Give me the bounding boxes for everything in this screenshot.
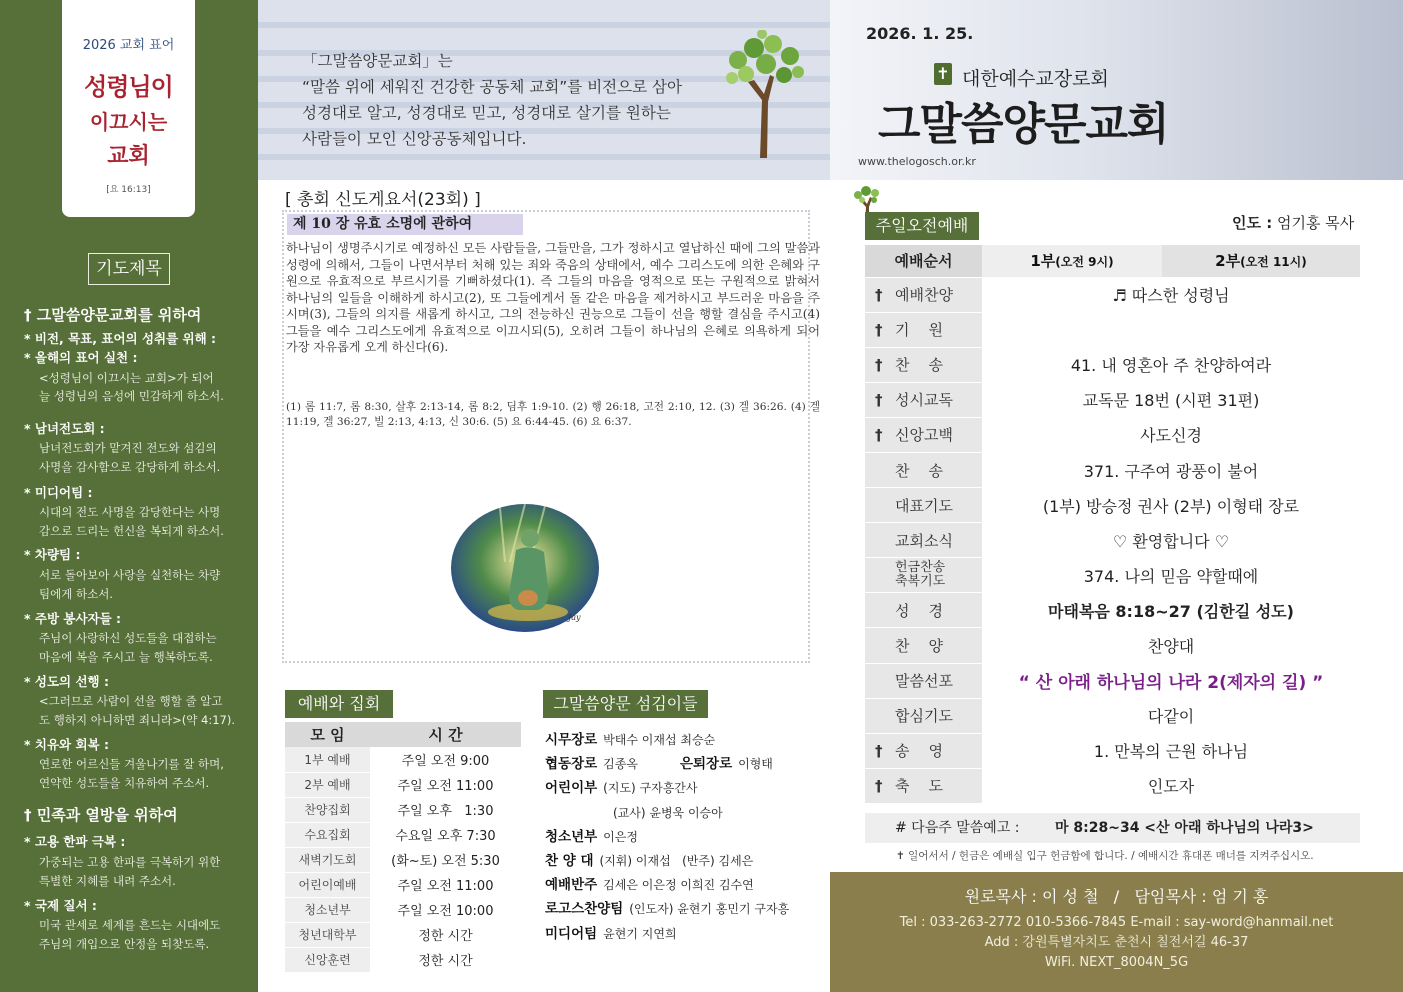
prayer-item-text: 특별한 지혜를 내려 주소서. bbox=[39, 874, 176, 888]
order-content: 371. 구주여 광풍이 불어 bbox=[982, 452, 1360, 487]
table-row bbox=[285, 772, 521, 797]
meeting-time: 주일 오전 9:00 bbox=[370, 747, 521, 772]
meeting-name: 찬양집회 bbox=[285, 797, 370, 822]
order-item bbox=[865, 698, 982, 733]
vision-statement bbox=[302, 48, 682, 152]
order-item bbox=[865, 733, 982, 768]
servant-role: 예배반주 bbox=[545, 877, 598, 894]
first-service-time: (오전 9시) bbox=[1055, 255, 1114, 270]
order-item bbox=[865, 593, 982, 628]
cross-icon: † bbox=[875, 286, 883, 305]
worship-label: 주일오전예배 bbox=[865, 212, 979, 240]
prayer-item-text: 미국 관세로 세계를 흔드는 시대에도 bbox=[39, 918, 221, 932]
motto-year: 2026 교회 표어 bbox=[82, 38, 175, 53]
order-content: 교독문 18번 (시편 31편) bbox=[982, 382, 1360, 417]
table-row bbox=[865, 628, 1360, 663]
meeting-time: 정한 시간 bbox=[370, 922, 521, 947]
prayer-item-text: 팀에게 하소서. bbox=[39, 587, 113, 601]
motto-line: 이끄시는 bbox=[89, 110, 168, 134]
servant-names: 김종옥 bbox=[603, 757, 638, 772]
motto-card bbox=[62, 0, 195, 217]
table-row bbox=[285, 822, 521, 847]
column-header-second-service bbox=[1162, 245, 1360, 277]
confession-chapter: 제 10 장 유효 소명에 관하여 bbox=[287, 214, 523, 235]
meeting-name: 어린이예배 bbox=[285, 872, 370, 897]
meeting-time: 주일 오전 10:00 bbox=[370, 897, 521, 922]
next-week-preview bbox=[865, 813, 1360, 843]
church-website-link[interactable]: www.thelogosch.or.kr bbox=[858, 155, 976, 168]
order-item-label: 성시교독 bbox=[895, 391, 953, 410]
leader-label: 인도 : bbox=[1232, 214, 1273, 232]
table-header-row bbox=[865, 245, 1360, 277]
footer bbox=[830, 872, 1403, 992]
servant-role: 은퇴장로 bbox=[679, 756, 733, 773]
table-row bbox=[865, 733, 1360, 768]
order-content: ♡ 환영합니다 ♡ bbox=[982, 523, 1360, 558]
table-row bbox=[865, 593, 1360, 628]
order-item-label: 찬 양 bbox=[895, 636, 944, 655]
praying-man-illustration bbox=[450, 502, 600, 634]
order-content: 마태복음 8:18~27 (김한길 성도) bbox=[982, 593, 1360, 628]
order-content bbox=[982, 312, 1360, 347]
order-item bbox=[865, 558, 982, 593]
column-header-first-service bbox=[982, 245, 1162, 277]
prayer-item-text: 시대의 전도 사명을 감당한다는 사명 bbox=[39, 505, 221, 519]
denomination: 대한예수교장로회 bbox=[962, 68, 1109, 90]
prayer-item-title: * 국제 질서 : bbox=[24, 898, 97, 913]
pastors: 원로목사 : 이 성 철 / 담임목사 : 엄 기 홍 bbox=[964, 887, 1269, 906]
cross-logo-icon: ✝ bbox=[934, 63, 952, 85]
meeting-name: 수요집회 bbox=[285, 822, 370, 847]
contact-info: Tel : 033-263-2772 010-5366-7845 E-mail : say-word@hanmail.net bbox=[899, 915, 1334, 930]
table-row bbox=[865, 452, 1360, 487]
table-row bbox=[865, 558, 1360, 593]
order-item-label: 교회소식 bbox=[895, 531, 953, 550]
column-header: 시 간 bbox=[370, 722, 521, 747]
first-service-label: 1부 bbox=[1030, 252, 1056, 271]
prayer-item-title: * 성도의 선행 : bbox=[24, 674, 109, 689]
prayer-item-title: * 주방 봉사자들 : bbox=[24, 611, 122, 626]
column-header: 예배순서 bbox=[865, 245, 982, 277]
worship-notice: ✝ 일어서서 / 헌금은 예배실 입구 헌금함에 합니다. / 예배시간 휴대폰 매너를 지켜주십시오. bbox=[896, 850, 1314, 862]
prayer-item-text: 늘 성령님의 음성에 민감하게 하소서. bbox=[39, 389, 224, 403]
prayer-item-text: <성령님이 이끄시는 교회>가 되어 bbox=[39, 371, 214, 385]
meeting-name: 새벽기도회 bbox=[285, 847, 370, 872]
prayer-item-title: * 미디어팀 : bbox=[24, 485, 93, 500]
column-header: 모 임 bbox=[285, 722, 370, 747]
meeting-time: 정한 시간 bbox=[370, 947, 521, 972]
order-item bbox=[865, 312, 982, 347]
servant-names: 이형태 bbox=[738, 757, 773, 772]
table-header-row bbox=[285, 722, 521, 747]
cross-icon: † bbox=[875, 426, 883, 445]
order-content: 다같이 bbox=[982, 698, 1360, 733]
order-item bbox=[865, 452, 982, 487]
table-row bbox=[865, 417, 1360, 452]
vision-line: 사람들이 모인 신앙공동체입니다. bbox=[302, 130, 527, 148]
order-content: 41. 내 영혼아 주 찬양하여라 bbox=[982, 347, 1360, 382]
table-row bbox=[865, 312, 1360, 347]
table-row bbox=[865, 277, 1360, 312]
prayer-item-text: 주님이 사랑하신 성도들을 대접하는 bbox=[39, 631, 217, 645]
order-item bbox=[865, 488, 982, 523]
meeting-name: 1부 예배 bbox=[285, 747, 370, 772]
order-item bbox=[865, 277, 982, 312]
servant-row bbox=[545, 922, 825, 946]
servant-names: (지도) 구자흥간사 bbox=[603, 781, 698, 796]
prayer-item-text: 주님의 개입으로 안정을 되찾도록. bbox=[39, 937, 210, 951]
motto-line: 성령님이 bbox=[84, 73, 173, 101]
order-item bbox=[865, 382, 982, 417]
prayer-section-heading: † 민족과 열방을 위하여 bbox=[24, 806, 178, 824]
prayer-item-text: <그러므로 사람이 선을 행할 줄 알고 bbox=[39, 694, 223, 708]
servant-names: (교사) 윤병욱 이승아 bbox=[613, 805, 723, 820]
order-item-label: 찬 송 bbox=[895, 461, 944, 480]
banner-stripe bbox=[258, 22, 830, 28]
servant-role: 로고스찬양팀 bbox=[545, 901, 624, 918]
church-address: Add : 강원특별자치도 춘천시 칠전서길 46-37 bbox=[984, 935, 1249, 950]
order-item bbox=[865, 347, 982, 382]
meeting-name: 신앙훈련 bbox=[285, 947, 370, 972]
order-item bbox=[865, 663, 982, 698]
prayer-item-text: 남녀전도회가 맡겨진 전도와 섬김의 bbox=[39, 441, 217, 455]
order-item-label: 합심기도 bbox=[895, 707, 953, 726]
order-content: 사도신경 bbox=[982, 417, 1360, 452]
order-content: 인도자 bbox=[982, 768, 1360, 803]
order-content: 찬양대 bbox=[982, 628, 1360, 663]
order-item-label: 축 도 bbox=[895, 777, 944, 796]
next-week-label: # 다음주 말씀예고 : bbox=[895, 820, 1020, 836]
prayer-item-title: * 고용 한파 극복 : bbox=[24, 834, 126, 849]
servant-row bbox=[545, 728, 825, 752]
table-row bbox=[865, 347, 1360, 382]
servants-list bbox=[545, 728, 825, 946]
church-name: 그말씀양문교회 bbox=[878, 99, 1169, 150]
order-item-label: 말씀선포 bbox=[895, 672, 953, 691]
bulletin-date: 2026. 1. 25. bbox=[866, 24, 974, 43]
servant-role: 어린이부 bbox=[545, 780, 598, 797]
servant-role: 미디어팀 bbox=[545, 925, 598, 942]
meetings-table bbox=[285, 722, 521, 973]
prayer-item-text: 연약한 성도들을 치유하여 주소서. bbox=[39, 776, 210, 790]
servant-row bbox=[545, 776, 825, 800]
prayer-item-text: 마음에 복을 주시고 늘 행복하도록. bbox=[39, 650, 213, 664]
order-item bbox=[865, 768, 982, 803]
leader-name: 엄기홍 목사 bbox=[1276, 214, 1355, 232]
order-item-label: 대표기도 bbox=[895, 496, 953, 515]
order-item-label: 기 원 bbox=[895, 321, 944, 340]
order-content: 1. 만복의 근원 하나님 bbox=[982, 733, 1360, 768]
motto-reference: [요 16:13] bbox=[106, 185, 151, 195]
order-item-label: 헌금찬송 축복기도 bbox=[895, 560, 946, 590]
order-item bbox=[865, 628, 982, 663]
servant-names: 이은정 bbox=[603, 829, 638, 844]
cross-icon: † bbox=[875, 742, 883, 761]
meetings-label: 예배와 집회 bbox=[285, 690, 393, 718]
servants-label: 그말씀양문 섬김이들 bbox=[543, 690, 708, 718]
cross-icon: † bbox=[875, 321, 883, 340]
table-row bbox=[285, 922, 521, 947]
servant-row bbox=[545, 897, 825, 921]
servant-role: 청소년부 bbox=[545, 828, 598, 845]
table-row bbox=[285, 897, 521, 922]
servant-role: 찬 양 대 bbox=[545, 853, 594, 870]
prayer-item-title: * 차량팀 : bbox=[24, 547, 81, 562]
prayer-item-text: 도 행하지 아니하면 죄니라>(약 4:17). bbox=[39, 713, 236, 727]
order-item-label: 찬 송 bbox=[895, 356, 944, 375]
svg-text:Jay: Jay bbox=[568, 613, 581, 622]
order-item bbox=[865, 523, 982, 558]
table-row bbox=[285, 947, 521, 972]
meeting-time: 주일 오전 11:00 bbox=[370, 872, 521, 897]
servant-names: 윤현기 지연희 bbox=[603, 926, 677, 941]
table-row bbox=[865, 663, 1360, 698]
order-item-label: 예배찬양 bbox=[895, 286, 953, 305]
sermon-title: “ 산 아래 하나님의 나라 2(제자의 길) ” bbox=[982, 663, 1360, 698]
prayer-item-title: * 치유와 회복 : bbox=[24, 737, 109, 752]
meeting-time: 주일 오전 11:00 bbox=[370, 772, 521, 797]
meeting-name: 2부 예배 bbox=[285, 772, 370, 797]
next-week-text: 마 8:28~34 <산 아래 하나님의 나라3> bbox=[1055, 820, 1314, 836]
servant-role: 협동장로 bbox=[545, 756, 598, 773]
prayer-item-title: * 남녀전도회 : bbox=[24, 421, 105, 436]
cross-icon: † bbox=[875, 391, 883, 410]
order-item bbox=[865, 417, 982, 452]
prayer-item-text: 사명을 감사함으로 감당하게 하소서. bbox=[39, 460, 221, 474]
servant-row bbox=[545, 825, 825, 849]
meeting-name: 청소년부 bbox=[285, 897, 370, 922]
cross-icon: † bbox=[875, 777, 883, 796]
order-item-label: 송 영 bbox=[895, 742, 944, 761]
prayer-item-title: * 올해의 표어 실천 : bbox=[24, 350, 138, 365]
meeting-time: (화~토) 오전 5:30 bbox=[370, 847, 521, 872]
servant-names: 박태수 이재섭 최승순 bbox=[603, 733, 716, 747]
second-service-label: 2부 bbox=[1215, 252, 1241, 271]
servant-row bbox=[545, 801, 825, 825]
prayer-item-title: * 비전, 목표, 표어의 성취를 위해 : bbox=[24, 331, 217, 346]
servant-role: 시무장로 bbox=[545, 732, 598, 748]
prayer-title: 기도제목 bbox=[88, 253, 170, 285]
vision-line: 성경대로 알고, 성경대로 믿고, 성경대로 살기를 원하는 bbox=[302, 104, 671, 122]
order-content: ♬ 따스한 성령님 bbox=[982, 277, 1360, 312]
confession-title: [ 총회 신도게요서(23회) ] bbox=[285, 190, 481, 210]
tree-icon bbox=[718, 30, 808, 160]
servant-row bbox=[545, 873, 825, 897]
cross-icon: † bbox=[875, 356, 883, 375]
second-service-time: (오전 11시) bbox=[1240, 255, 1307, 270]
servant-row bbox=[545, 752, 825, 776]
servant-names: (인도자) 윤현기 홍민기 구자흥 bbox=[629, 902, 790, 917]
motto-line: 교회 bbox=[107, 144, 150, 169]
table-row bbox=[285, 747, 521, 772]
table-row bbox=[285, 797, 521, 822]
order-item-label: 신앙고백 bbox=[895, 426, 953, 445]
table-row bbox=[865, 523, 1360, 558]
confession-references: (1) 롬 11:7, 롬 8:30, 살후 2:13-14, 롬 8:2, 딤후 1:9-10. (2) 행 26:18, 고전 2:10, 12. (3) 겔 36:26. (4) 겔 11:19, 겔 36:27, 빌 2:13, 4:13, 신 30:6. (5) 요 6:44-45. (6) 요 6:37. bbox=[286, 401, 820, 428]
worship-order-table bbox=[865, 245, 1360, 804]
meeting-time: 주일 오후 1:30 bbox=[370, 797, 521, 822]
table-row bbox=[865, 488, 1360, 523]
order-content: (1부) 방승정 권사 (2부) 이형태 장로 bbox=[982, 488, 1360, 523]
confession-body: 하나님이 생명주시기로 예정하신 모든 사람들을, 그들만을, 그가 정하시고 열납하신 때에 그의 말씀과 성령에 의해서, 그들이 나면서부터 처해 있는 죄와 죽음의 상태에서, 예수 그리스도에 의한 은혜와 구원으로 유효적으로 부르시기를 기뻐하셨다(1). 즉 그들의 마음을 영적으로 또는 구원적으로 밝혀서 하나님의 일들을 이해하게 하시고(2), 또 그들에게서 돌 같은 마음을 제거하시고 부드러운 마음을 주시며(3), 그들의 의지를 새롭게 하시고, 그의 전능하신 권능으로 그들이 선을 행할 결심을 주시고(4) 그들을 예수 그리스도에게 유효적으로 이끄시되(5), 오히려 그들이 하나님의 은혜로 의욕하게 되어 가장 자유롭게 오게 하신다(6). bbox=[286, 241, 820, 354]
order-content: 374. 나의 믿음 약할때에 bbox=[982, 558, 1360, 593]
prayer-item-text: 가중되는 고용 한파를 극복하기 위한 bbox=[39, 855, 221, 869]
servant-names: (지휘) 이재섭 (반주) 김세은 bbox=[599, 854, 754, 869]
prayer-section-heading: † 그말씀양문교회를 위하여 bbox=[24, 306, 202, 324]
prayer-item-text: 서로 돌아보아 사랑을 실천하는 차량 bbox=[39, 568, 221, 582]
table-row bbox=[865, 382, 1360, 417]
meeting-time: 수요일 오후 7:30 bbox=[370, 822, 521, 847]
table-row bbox=[285, 872, 521, 897]
prayer-item-text: 감으로 드리는 헌신을 복되게 하소서. bbox=[39, 524, 224, 538]
servant-row bbox=[545, 849, 825, 873]
table-row bbox=[865, 698, 1360, 733]
meeting-name: 청년대학부 bbox=[285, 922, 370, 947]
order-item-label: 성 경 bbox=[895, 601, 944, 620]
table-row bbox=[285, 847, 521, 872]
table-row bbox=[865, 768, 1360, 803]
servant-names: 김세은 이은정 이희진 김수연 bbox=[603, 878, 754, 893]
vision-line: 「그말씀양문교회」는 bbox=[302, 52, 453, 70]
worship-leader bbox=[1232, 212, 1354, 233]
sidebar bbox=[0, 0, 258, 992]
prayer-item-text: 연로한 어르신들 겨울나기를 잘 하며, bbox=[39, 757, 224, 771]
wifi-info: WiFi. NEXT_8004N_5G bbox=[1044, 955, 1189, 970]
vision-line: “말씀 위에 세워진 건강한 공동체 교회”를 비전으로 삼아 bbox=[302, 78, 682, 96]
